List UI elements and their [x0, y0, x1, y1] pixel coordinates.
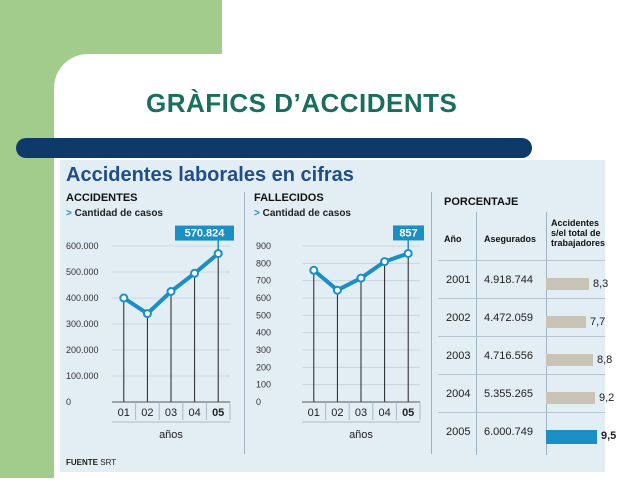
x-tick-label: 02	[331, 407, 344, 419]
data-point	[191, 270, 198, 277]
source-value: SRT	[100, 458, 117, 467]
data-point	[144, 310, 151, 317]
infographic	[60, 160, 617, 472]
accidents-subtitle-text: Cantidad de casos	[74, 208, 163, 219]
col-header-pct: Accidentes s/el total de trabajadores	[551, 218, 606, 248]
table-row-divider	[438, 298, 605, 299]
table-cell-year: 2005	[446, 426, 471, 438]
table-cell-insured: 6.000.749	[484, 426, 533, 438]
pct-value-label: 9,2	[599, 392, 615, 404]
x-axis-label: años	[349, 429, 373, 441]
data-point	[334, 287, 341, 294]
accidents-section-title: ACCIDENTES	[66, 192, 138, 204]
y-tick-label: 500.000	[66, 267, 99, 277]
y-tick-label: 900	[256, 241, 272, 251]
y-tick-label: 300.000	[66, 319, 99, 329]
x-tick-label: 05	[212, 407, 225, 419]
y-tick-label: 0	[256, 397, 262, 407]
x-tick-label: 01	[117, 407, 130, 419]
x-tick-label: 03	[164, 407, 178, 419]
y-tick-label: 100.000	[66, 371, 99, 381]
table-cell-year: 2003	[446, 350, 471, 362]
table-cell-insured: 5.355.265	[484, 388, 533, 400]
pct-value-label: 8,8	[597, 354, 613, 366]
data-point	[215, 250, 222, 257]
arrow-icon: >	[66, 208, 75, 219]
deaths-chart	[250, 218, 428, 456]
x-tick-label: 04	[188, 407, 201, 419]
y-tick-label: 100	[256, 379, 272, 390]
x-axis-label: años	[159, 429, 183, 441]
y-tick-label: 0	[66, 397, 72, 407]
accidents-chart	[60, 218, 238, 456]
y-tick-label: 300	[256, 345, 272, 355]
y-tick-label: 800	[256, 258, 272, 269]
section-divider	[431, 192, 432, 454]
table-cell-insured: 4.716.556	[484, 350, 533, 362]
percentage-section-title: PORCENTAJE	[444, 196, 519, 208]
data-point	[310, 267, 317, 274]
decor-green-strip	[0, 148, 54, 478]
pct-bar	[546, 316, 586, 328]
col-header-year: Año	[444, 234, 462, 244]
data-point	[358, 275, 365, 282]
pct-value-label: 8,3	[593, 278, 609, 290]
table-cell-year: 2002	[446, 312, 471, 324]
table-cell-insured: 4.918.744	[484, 274, 533, 286]
table-col-divider	[476, 212, 477, 455]
pct-bar	[546, 430, 597, 444]
table-cell-insured: 4.472.059	[484, 312, 533, 324]
data-point	[168, 288, 175, 295]
section-divider	[244, 192, 245, 454]
x-tick-label: 03	[354, 407, 368, 419]
y-tick-label: 200	[256, 362, 272, 373]
x-tick-label: 01	[307, 407, 320, 419]
y-tick-label: 400.000	[66, 293, 99, 303]
slide-title: GRÀFICS D’ACCIDENTS	[146, 88, 458, 118]
deaths-subtitle-text: Cantidad de casos	[262, 208, 351, 219]
arrow-icon: >	[254, 208, 263, 219]
y-tick-label: 700	[256, 275, 272, 286]
value-callout-label: 570.824	[184, 227, 225, 240]
infographic-title: Accidentes laborales en cifras	[66, 164, 354, 186]
y-tick-label: 600.000	[66, 241, 99, 251]
y-tick-label: 200.000	[66, 345, 99, 355]
title-divider	[16, 138, 532, 158]
pct-bar	[546, 392, 595, 404]
table-cell-year: 2004	[446, 388, 471, 400]
table-row-divider	[438, 374, 605, 375]
table-cell-year: 2001	[446, 274, 471, 286]
y-tick-label: 600	[256, 293, 272, 303]
y-tick-label: 500	[256, 310, 272, 321]
y-tick-label: 400	[256, 327, 272, 338]
pct-bar	[546, 354, 593, 366]
data-point	[120, 295, 127, 302]
x-tick-label: 04	[378, 407, 391, 419]
table-row-divider	[438, 412, 605, 413]
data-point	[405, 250, 412, 257]
table-row-divider	[438, 336, 605, 337]
x-tick-label: 02	[141, 407, 154, 419]
source-label: FUENTE	[66, 458, 98, 467]
pct-value-label: 9,5	[601, 430, 617, 442]
data-point	[381, 258, 388, 265]
table-col-divider	[546, 212, 547, 455]
value-callout-label: 857	[399, 227, 418, 240]
deaths-section-title: FALLECIDOS	[254, 192, 324, 204]
source-note	[66, 458, 116, 467]
col-header-insured: Asegurados	[484, 234, 537, 244]
percentage-table	[438, 212, 617, 455]
table-row-divider	[438, 260, 605, 261]
pct-bar	[546, 278, 589, 290]
x-tick-label: 05	[402, 407, 415, 419]
pct-value-label: 7,7	[590, 316, 606, 328]
